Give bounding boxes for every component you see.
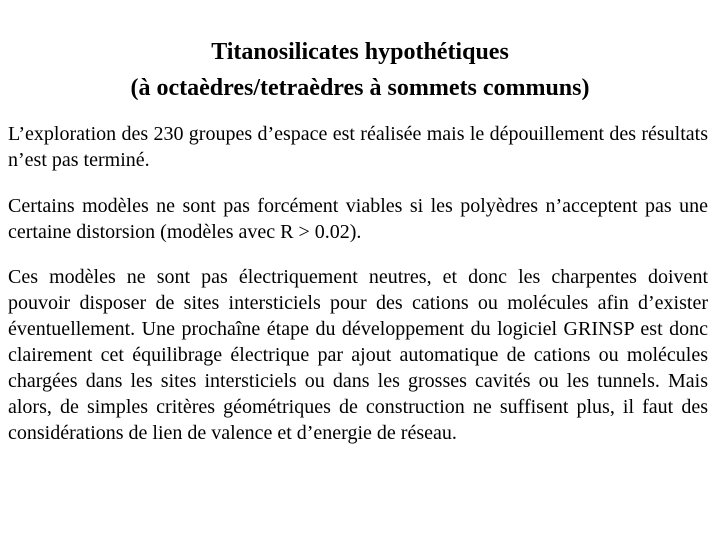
paragraph-neutrality: Ces modèles ne sont pas électriquement neutres, et donc les charpentes doivent pouvoir disposer de sites intersticiels pour des cations ou molécules afin d’exister éventuellement. Une prochaîne étape du développement du logiciel GRINSP est donc clairement cet équilibrage électrique par ajout automatique de cations ou molécules chargées dans les sites intersticiels ou dans les grosses cavités ou les tunnels. Mais alors, de simples critères géométriques de construction ne suffisent plus, il faut des considérations de lien de valence et d’energie de réseau. bbox=[8, 266, 708, 444]
slide-title bbox=[0, 34, 720, 106]
title-line-2: (à octaèdres/tetraèdres à sommets communs) bbox=[130, 75, 590, 101]
title-line-1: Titanosilicates hypothétiques bbox=[211, 39, 509, 65]
paragraph-exploration: L’exploration des 230 groupes d’espace est réalisée mais le dépouillement des résultats n’est pas terminé. bbox=[8, 123, 708, 171]
paragraph-distortion: Certains modèles ne sont pas forcément viables si les polyèdres n’acceptent pas une certaine distorsion (modèles avec R > 0.02). bbox=[8, 195, 708, 243]
